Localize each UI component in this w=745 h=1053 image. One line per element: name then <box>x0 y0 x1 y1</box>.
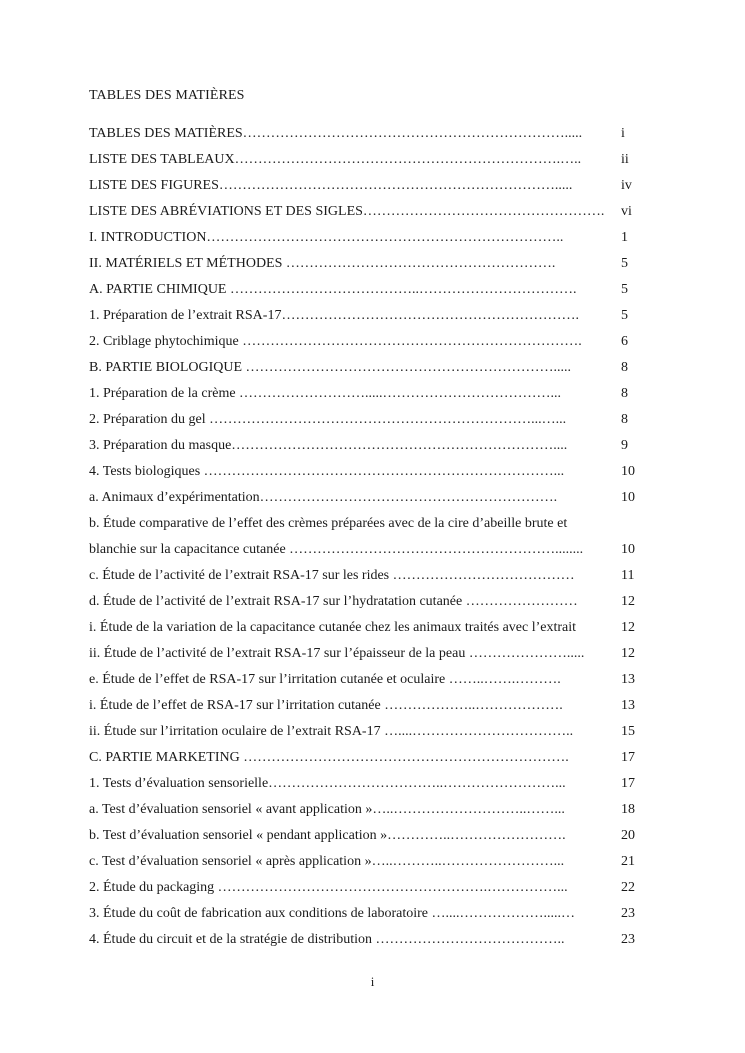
toc-entry <box>89 511 649 537</box>
toc-entry-title: 2. Criblage phytochimique ………………………………………………………………. <box>89 334 582 349</box>
toc-entry-title: II. MATÉRIELS ET MÉTHODES …………………………………………………. <box>89 256 556 271</box>
toc-entry-title: C. PARTIE MARKETING ……………………………………………………………. <box>89 750 569 765</box>
toc-entry-page: iv <box>621 178 632 193</box>
toc-entry <box>89 693 649 719</box>
toc-entry <box>89 849 649 875</box>
toc-entry-page: 9 <box>621 438 628 453</box>
toc-entry <box>89 225 649 251</box>
toc-entry-title: c. Test d’évaluation sensoriel « après application »…..………..……………………... <box>89 854 565 869</box>
toc-entry-title: LISTE DES ABRÉVIATIONS ET DES SIGLES……………………………………………. <box>89 204 605 219</box>
toc-entry <box>89 901 649 927</box>
toc-entry-title: 1. Préparation de la crème ……………………….....………………………………... <box>89 386 562 401</box>
toc-entry-page: 20 <box>621 828 635 843</box>
toc-entry-page: 10 <box>621 490 635 505</box>
toc-entry-page: 18 <box>621 802 635 817</box>
toc-entry <box>89 771 649 797</box>
toc-entry-page: i <box>621 126 625 141</box>
toc-entry-title: a. Animaux d’expérimentation………………………………………………………. <box>89 490 558 505</box>
toc-entry <box>89 433 649 459</box>
toc-entry-title: 1. Tests d’évaluation sensorielle………………………………..……………………... <box>89 776 566 791</box>
toc-entry <box>89 797 649 823</box>
toc-entry <box>89 355 649 381</box>
toc-entry <box>89 199 649 225</box>
toc-entry <box>89 485 649 511</box>
toc-entry-page: 17 <box>621 776 635 791</box>
toc-entry-title: 4. Tests biologiques …………………………………………………………………... <box>89 464 565 479</box>
toc-entry-title: 2. Étude du packaging ………………………………………………….……………... <box>89 880 568 895</box>
toc-entry-page: 13 <box>621 698 635 713</box>
page-title: TABLES DES MATIÈRES <box>89 88 245 103</box>
toc-entry-page: 8 <box>621 360 628 375</box>
toc-entry <box>89 927 649 953</box>
toc-entry <box>89 823 649 849</box>
toc-entry <box>89 407 649 433</box>
toc-entry-page: 15 <box>621 724 635 739</box>
toc-entry-title: A. PARTIE CHIMIQUE …………………………………..……………………………. <box>89 282 577 297</box>
toc-entry <box>89 667 649 693</box>
toc-entry-title: TABLES DES MATIÈRES……………………………………………………………..... <box>89 126 583 141</box>
toc-entry <box>89 251 649 277</box>
toc-entry-title: I. INTRODUCTION………………………………………………………………….. <box>89 230 564 245</box>
toc-entry <box>89 303 649 329</box>
toc-entry <box>89 147 649 173</box>
toc-entry-page: 21 <box>621 854 635 869</box>
toc-entry-page: 5 <box>621 308 628 323</box>
toc-entry-title: 2. Préparation du gel ……………………………………………………………...…... <box>89 412 567 427</box>
toc-entry-title: b. Test d’évaluation sensoriel « pendant application »…………..……………………. <box>89 828 566 843</box>
toc-entry <box>89 381 649 407</box>
toc-entry-title: ii. Étude de l’activité de l’extrait RSA-17 sur l’épaisseur de la peau …………………..... <box>89 646 585 661</box>
toc-entry-page: 6 <box>621 334 628 349</box>
toc-entry <box>89 641 649 667</box>
toc-entry <box>89 615 649 641</box>
toc-entry-page: 5 <box>621 282 628 297</box>
toc-entry-title: 1. Préparation de l’extrait RSA-17………………………………………………………. <box>89 308 579 323</box>
toc-entry-title: i. Étude de l’effet de RSA-17 sur l’irritation cutanée ………………..………………. <box>89 698 563 713</box>
toc-entry-page: 1 <box>621 230 628 245</box>
toc-entry-title: b. Étude comparative de l’effet des crèmes préparées avec de la cire d’abeille brute et <box>89 516 568 531</box>
toc-entry <box>89 589 649 615</box>
toc-entry-page: 11 <box>621 568 635 583</box>
toc-entry-title: LISTE DES TABLEAUX…………………………………………………………….….. <box>89 152 582 167</box>
toc-entry-page: 10 <box>621 542 635 557</box>
toc-entry-title: i. Étude de la variation de la capacitance cutanée chez les animaux traités avec l’extrait <box>89 620 577 635</box>
toc-entry-page: 17 <box>621 750 635 765</box>
toc-entry-page: 12 <box>621 594 635 609</box>
toc-entry-page: 5 <box>621 256 628 271</box>
toc-entry-page: ii <box>621 152 629 167</box>
toc-entry-title: B. PARTIE BIOLOGIQUE …………………………………………………………..... <box>89 360 572 375</box>
toc-entry-title: c. Étude de l’activité de l’extrait RSA-17 sur les rides ………………………………… <box>89 568 575 583</box>
toc-entry <box>89 875 649 901</box>
toc-entry-page: 23 <box>621 906 635 921</box>
table-of-contents <box>89 121 649 953</box>
toc-entry-page: 10 <box>621 464 635 479</box>
toc-entry <box>89 537 649 563</box>
toc-entry-title: 3. Étude du coût de fabrication aux conditions de laboratoire …....……………….....… <box>89 906 576 921</box>
toc-entry-title: blanchie sur la capacitance cutanée …………………………………………………........ <box>89 542 584 557</box>
toc-entry-title: 4. Étude du circuit et de la stratégie de distribution ………………………………….. <box>89 932 565 947</box>
toc-entry-title: LISTE DES FIGURES………………………………………………………………..... <box>89 178 573 193</box>
toc-entry-title: 3. Préparation du masque…………………………………………………………….... <box>89 438 568 453</box>
toc-entry-title: ii. Étude sur l’irritation oculaire de l’extrait RSA-17 …....…………………………….. <box>89 724 574 739</box>
toc-entry <box>89 277 649 303</box>
toc-entry-page: 8 <box>621 386 628 401</box>
toc-entry <box>89 563 649 589</box>
toc-entry-page: 12 <box>621 620 635 635</box>
toc-entry-title: a. Test d’évaluation sensoriel « avant application »…..………………………..……... <box>89 802 565 817</box>
toc-entry-page: 23 <box>621 932 635 947</box>
toc-entry <box>89 459 649 485</box>
toc-entry-title: e. Étude de l’effet de RSA-17 sur l’irritation cutanée et oculaire ……..…….………. <box>89 672 561 687</box>
toc-entry <box>89 329 649 355</box>
toc-entry <box>89 719 649 745</box>
toc-entry <box>89 173 649 199</box>
toc-entry-page: 12 <box>621 646 635 661</box>
toc-entry-page: vi <box>621 204 632 219</box>
toc-entry-title: d. Étude de l’activité de l’extrait RSA-17 sur l’hydratation cutanée …………………… <box>89 594 578 609</box>
toc-entry-page: 22 <box>621 880 635 895</box>
footer-page-number: i <box>370 974 375 989</box>
toc-entry-page: 13 <box>621 672 635 687</box>
toc-entry <box>89 121 649 147</box>
toc-entry-page: 8 <box>621 412 628 427</box>
toc-entry <box>89 745 649 771</box>
